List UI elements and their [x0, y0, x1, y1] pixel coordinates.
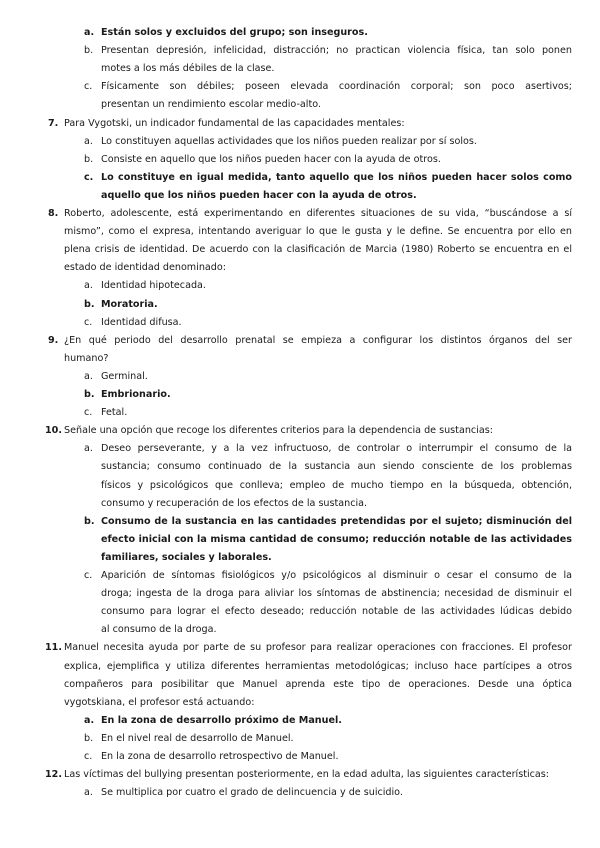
option-letter: c. [84, 570, 93, 581]
option-text-line: Deseo perseverante, y a la vez infructuoso, de controlar o interrumpir el consumo de la [101, 443, 572, 455]
option-text-line: Lo constituye en igual medida, tanto aquello que los niños pueden hacer solos como [101, 171, 572, 183]
question-text-line: explica, ejemplifica y utiliza diferentes herramientas metodológicas; incluso hace partícipes a otros [64, 660, 572, 672]
option-text-line: motes a los más débiles de la clase. [101, 63, 275, 75]
question-number: 7. [48, 117, 59, 129]
question-number: 8. [48, 208, 59, 219]
option-text-line: Están solos y excluidos del grupo; son inseguros. [101, 27, 368, 38]
option-letter: c. [84, 407, 93, 419]
option-text-line: En la zona de desarrollo próximo de Manuel. [101, 714, 342, 726]
question-text-line: Roberto, adolescente, está experimentando en diferentes situaciones de su vida, “buscándose a sí [64, 208, 572, 219]
question-text-line: Señale una opción que recoge los diferentes criterios para la dependencia de sustancias: [64, 425, 493, 437]
question-text-line: Para Vygotski, un indicador fundamental de las capacidades mentales: [64, 117, 405, 129]
option-letter: a. [84, 27, 95, 38]
question-text-line: estado de identidad denominado: [64, 262, 226, 274]
option-text-line: Consiste en aquello que los niños pueden hacer con la ayuda de otros. [101, 153, 441, 165]
option-letter: b. [84, 389, 95, 400]
option-letter: a. [84, 280, 93, 292]
option-text-line: efecto inicial con la misma cantidad de consumo; reducción notable de las actividades [101, 533, 572, 545]
option-letter: c. [84, 171, 94, 183]
option-letter: b. [84, 153, 94, 165]
option-text-line: Físicamente son débiles; poseen elevada coordinación corporal; son poco asertivos; [101, 81, 572, 93]
question-text-line: plena crisis de identidad. De acuerdo con la clasificación de Marcia (1980) Roberto se encuentra en el [64, 244, 572, 256]
option-text-line: consumo y recuperación de los efectos de la sustancia. [101, 497, 368, 509]
option-letter: a. [84, 714, 95, 726]
question-text-line: vygotskiana, el profesor está actuando: [64, 696, 255, 708]
question-number: 11. [45, 642, 62, 654]
option-letter: a. [84, 135, 93, 147]
option-letter: a. [84, 787, 93, 799]
option-letter: c. [84, 751, 93, 762]
option-text-line: Fetal. [101, 407, 128, 419]
option-text-line: aquello que los niños pueden hacer con la ayuda de otros. [101, 189, 417, 201]
option-letter: c. [84, 81, 93, 93]
question-text-line: humano? [64, 352, 109, 364]
option-text-line: En la zona de desarrollo retrospectivo de Manuel. [101, 751, 339, 762]
question-number: 9. [48, 334, 59, 346]
option-letter: a. [84, 443, 93, 455]
option-text-line: físicos y psicológicos que conlleva; empleo de mucho tiempo en la búsqueda, obtención, [101, 479, 572, 491]
question-number: 12. [45, 769, 62, 781]
option-text-line: Consumo de la sustancia en las cantidades pretendidas por el sujeto; disminución del [101, 515, 572, 527]
question-text-line: ¿En qué periodo del desarrollo prenatal se empieza a configurar los distintos órganos del ser [64, 334, 572, 346]
option-letter: c. [84, 316, 93, 328]
option-text-line: Aparición de síntomas fisiológicos y/o psicológicos al disminuir o cesar el consumo de la [101, 570, 572, 581]
option-text-line: Identidad hipotecada. [101, 280, 206, 292]
question-text-line: Las víctimas del bullying presentan posteriormente, en la edad adulta, las siguientes características: [64, 769, 550, 781]
option-text-line: Embrionario. [101, 389, 171, 400]
option-text-line: Moratoria. [101, 298, 158, 310]
option-text-line: consumo para lograr el efecto deseado; reducción notable de las actividades lúdicas debido [101, 606, 572, 618]
option-text-line: Germinal. [101, 370, 148, 382]
option-letter: b. [84, 298, 95, 310]
option-letter: b. [84, 732, 94, 744]
option-text-line: sustancia; consumo continuado de la sustancia aun siendo consciente de los problemas [101, 461, 572, 473]
option-letter: b. [84, 45, 94, 57]
option-text-line: familiares, sociales y laborales. [101, 551, 272, 563]
option-text-line: Se multiplica por cuatro el grado de delincuencia y de suicidio. [101, 787, 403, 799]
option-text-line: droga; ingesta de la droga para aliviar los síntomas de abstinencia; necesidad de disminuir el [101, 588, 572, 600]
option-text-line: Lo constituyen aquellas actividades que los niños pueden realizar por sí solos. [101, 135, 477, 147]
option-text-line: presentan un rendimiento escolar medio-alto. [101, 99, 321, 111]
option-text-line: En el nivel real de desarrollo de Manuel. [101, 732, 294, 744]
question-text-line: Manuel necesita ayuda por parte de su profesor para realizar operaciones con fracciones. El profesor [64, 642, 572, 654]
option-text-line: al consumo de la droga. [101, 624, 217, 636]
question-text-line: compañeros para posibilitar que Manuel aprenda este tipo de operaciones. Desde una óptica [64, 678, 572, 690]
question-number: 10. [45, 425, 62, 437]
option-letter: b. [84, 515, 95, 527]
option-text-line: Identidad difusa. [101, 316, 182, 328]
option-text-line: Presentan depresión, infelicidad, distracción; no practican violencia física, tan solo ponen [101, 45, 572, 57]
option-letter: a. [84, 370, 93, 382]
question-text-line: mismo”, como el expresa, intentando averiguar lo que le gusta y le define. Se encuentra por ello en [64, 226, 572, 238]
